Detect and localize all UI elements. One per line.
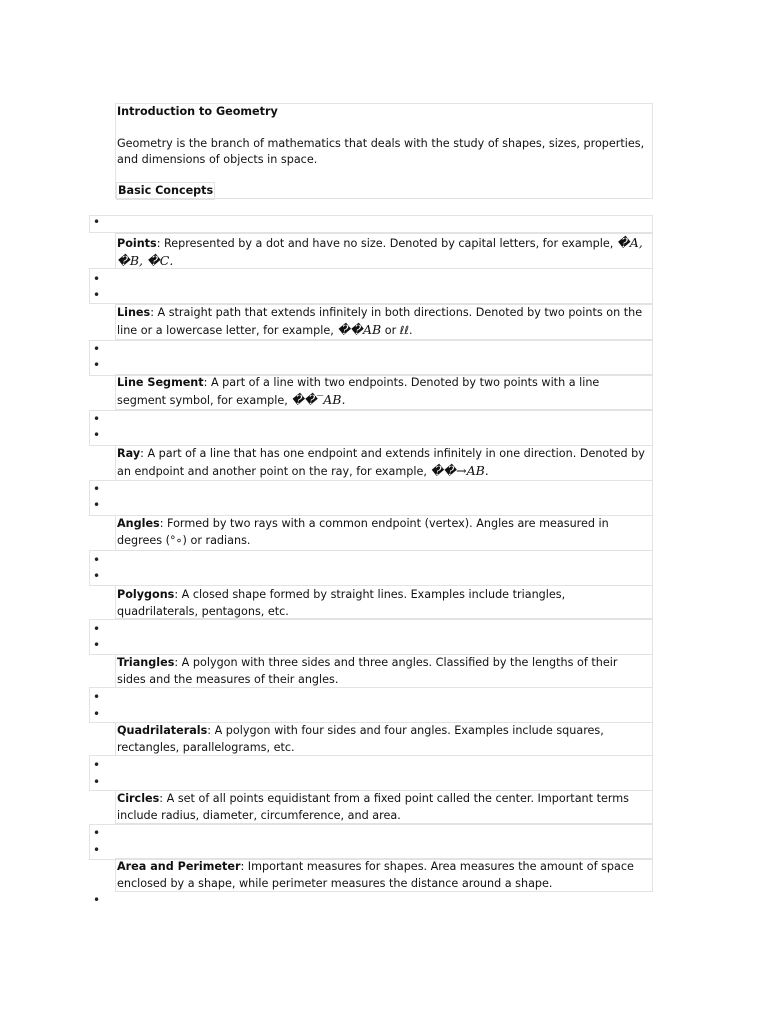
bullet-marker: • [93,498,101,512]
math-notation: ��‾𝐴𝐵. [291,391,346,407]
concept-description: : Formed by two rays with a common endpoint (vertex). Angles are measured in degrees (°∘) or radians. [117,517,609,547]
spacer-box [89,340,653,376]
bullet-marker: • [93,893,101,907]
bullet-marker: • [93,690,101,704]
bullet-marker: • [93,569,101,583]
page-title: Introduction to Geometry [117,105,278,118]
bullet-marker: • [93,215,101,229]
math-notation: ��𝐴𝐵 [337,321,382,337]
concept-description: : A closed shape formed by straight lines. Examples include triangles, quadrilaterals, pentagons, etc. [117,588,566,618]
list-item [117,516,649,549]
concept-description: : A part of a line that has one endpoint and extends infinitely in one direction. Denoted by an endpoint and another point on the ray, for example, [117,447,645,478]
intro-paragraph: Geometry is the branch of mathematics that deals with the study of shapes, sizes, properties, and dimensions of objects in space. [117,137,645,166]
bullet-marker: • [93,482,101,496]
spacer-box [89,550,653,586]
concept-description: : A set of all points equidistant from a fixed point called the center. Important terms include radius, diameter, circumference, and area. [117,792,629,822]
concept-term: Ray [117,447,141,460]
concept-description-tail: or ℓℓ. [381,323,413,337]
concept-description: : Important measures for shapes. Area measures the amount of space enclosed by a shape, while perimeter measures the distance around a shape. [117,860,634,890]
list-item [117,587,649,620]
bullet-marker: • [93,622,101,636]
spacer-box [89,687,653,723]
list-item [117,791,649,824]
spacer-box [89,410,653,446]
section-heading: Basic Concepts [116,182,215,200]
concept-term: Polygons [117,588,175,601]
concept-description: : Represented by a dot and have no size. Denoted by capital letters, for example, [156,237,617,250]
list-item [117,375,649,409]
concept-term: Lines [117,306,151,319]
bullet-marker: • [93,358,101,372]
spacer-box [89,619,653,655]
concept-description: : A polygon with four sides and four angles. Examples include squares, rectangles, parallelograms, etc. [117,724,604,754]
bullet-marker: • [93,342,101,356]
concept-term: Quadrilaterals [117,724,208,737]
list-item [117,446,649,480]
concept-term: Area and Perimeter [117,860,241,873]
bullet-marker: • [93,826,101,840]
spacer-box [89,215,653,233]
bullet-marker: • [93,707,101,721]
concept-term: Triangles [117,656,175,669]
concept-description: : A polygon with three sides and three angles. Classified by the lengths of their sides and the measures of their angles. [117,656,618,686]
list-item [117,859,649,892]
bullet-marker: • [93,428,101,442]
bullet-marker: • [93,638,101,652]
spacer-box [89,268,653,304]
bullet-marker: • [93,412,101,426]
concept-term: Angles [117,517,160,530]
concept-term: Points [117,237,157,250]
list-item [117,655,649,688]
list-item [117,235,649,270]
list-item [117,305,649,339]
bullet-marker: • [93,272,101,286]
bullet-marker: • [93,288,101,302]
bullet-marker: • [93,843,101,857]
bullet-marker: • [93,553,101,567]
list-item [117,723,649,756]
concept-term: Line Segment [117,376,204,389]
spacer-box [89,480,653,516]
spacer-box [89,755,653,791]
concept-description: : A straight path that extends infinitely in both directions. Denoted by two points on the line or a lowercase letter, for example, [117,306,643,337]
concept-description: : A part of a line with two endpoints. Denoted by two points with a line segment symbol, for example, [117,376,600,407]
math-notation: ��→𝐴𝐵. [430,462,489,478]
bullet-marker: • [93,775,101,789]
concept-term: Circles [117,792,160,805]
spacer-box [89,824,653,860]
bullet-marker: • [93,758,101,772]
math-notation: �𝐴, �𝐵, �𝐶. [117,235,643,268]
